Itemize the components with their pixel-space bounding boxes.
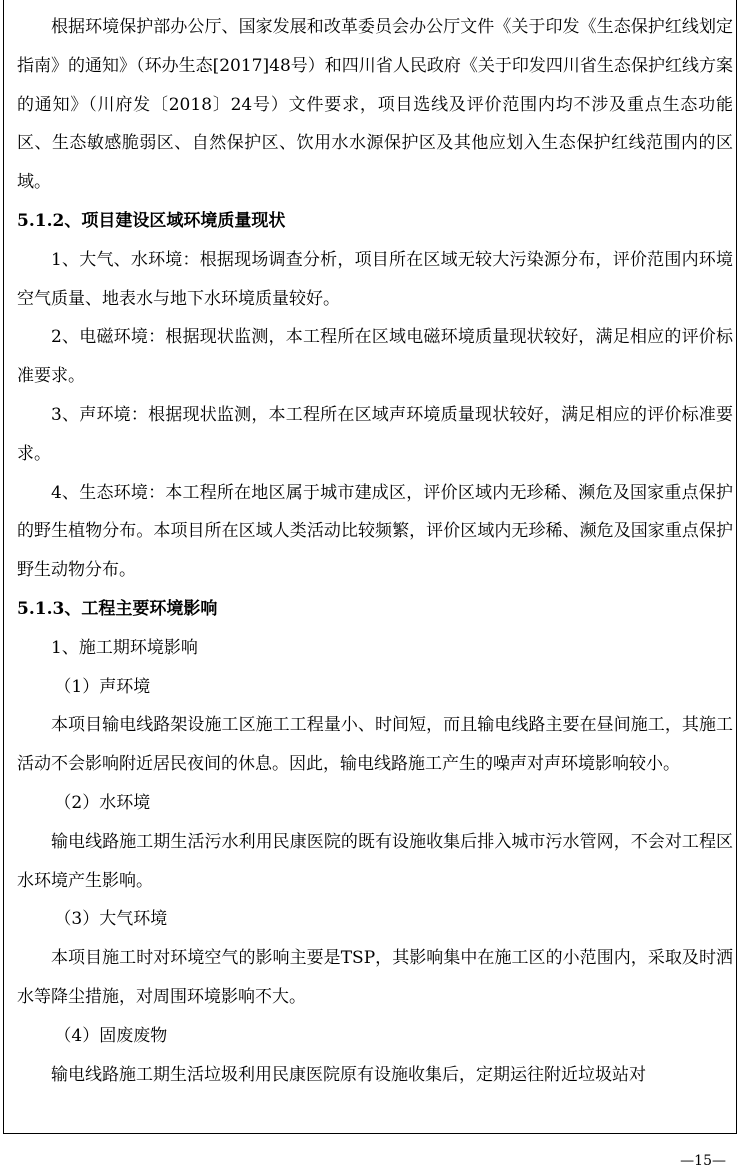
paragraph: 本项目施工时对环境空气的影响主要是TSP，其影响集中在施工区的小范围内，采取及时洒水等降尘措施，对周围环境影响不大。 <box>17 948 733 1007</box>
paragraph: 3、声环境：根据现状监测，本工程所在区域声环境质量现状较好，满足相应的评价标准要求。 <box>17 404 733 464</box>
subsection-label: （2）水环境 <box>54 792 151 813</box>
page-number: —15— <box>680 1153 726 1169</box>
paragraph: 输电线路施工期生活垃圾利用民康医院原有设施收集后，定期运往附近垃圾站对 <box>51 1064 646 1085</box>
document-body <box>17 8 733 1094</box>
paragraph: 4、生态环境：本工程所在地区属于城市建成区，评价区域内无珍稀、濒危及国家重点保护的野生植物分布。本项目所在区域人类活动比较频繁，评价区域内无珍稀、濒危及国家重点保护野生动物分布。 <box>17 482 733 581</box>
paragraph: 2、电磁环境：根据现状监测，本工程所在区域电磁环境质量现状较好，满足相应的评价标准要求。 <box>17 327 733 387</box>
paragraph: 1、施工期环境影响 <box>51 637 198 658</box>
subsection-label: （4）固废废物 <box>54 1025 168 1046</box>
subsection-label: （3）大气环境 <box>54 909 168 930</box>
paragraph: 根据环境保护部办公厅、国家发展和改革委员会办公厅文件《关于印发《生态保护红线划定指南》的通知》（环办生态[2017]48号）和四川省人民政府《关于印发四川省生态保护红线方案的通知》（川府发〔2018〕24号）文件要求，项目选线及评价范围内均不涉及重点生态功能区、生态敏感脆弱区、自然保护区、饮用水水源保护区及其他应划入生态保护红线范围内的区域。 <box>17 17 733 193</box>
subsection-label: （1）声环境 <box>54 676 151 697</box>
section-heading: 5.1.2、项目建设区域环境质量现状 <box>17 210 286 231</box>
paragraph: 1、大气、水环境：根据现场调查分析，项目所在区域无较大污染源分布，评价范围内环境空气质量、地表水与地下水环境质量较好。 <box>17 249 733 309</box>
section-heading: 5.1.3、工程主要环境影响 <box>17 598 218 619</box>
content-frame <box>3 0 737 1134</box>
paragraph: 本项目输电线路架设施工区施工工程量小、时间短，而且输电线路主要在昼间施工，其施工活动不会影响附近居民夜间的休息。因此，输电线路施工产生的噪声对声环境影响较小。 <box>17 715 733 775</box>
paragraph: 输电线路施工期生活污水利用民康医院的既有设施收集后排入城市污水管网，不会对工程区水环境产生影响。 <box>17 831 733 891</box>
